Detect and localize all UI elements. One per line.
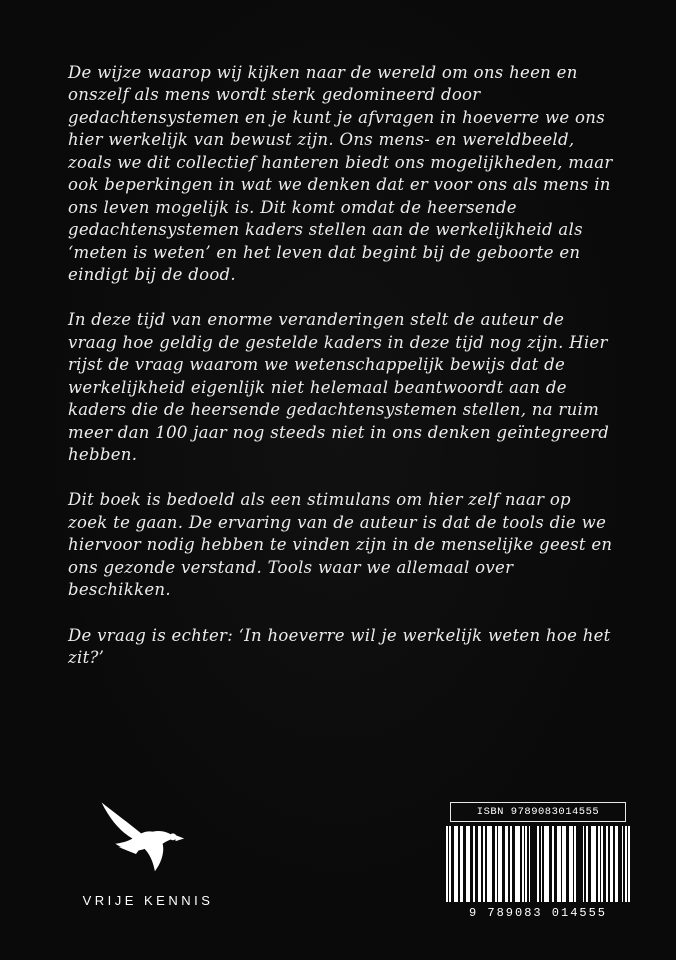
blurb-paragraph-4: De vraag is echter: ‘In hoeverre wil je werkelijk weten hoe het zit?’ xyxy=(68,625,611,668)
barcode-block xyxy=(450,802,626,920)
flying-bird-icon xyxy=(70,799,226,885)
isbn-label: ISBN 9789083014555 xyxy=(450,802,626,822)
blurb-paragraph-2: In deze tijd van enorme veranderingen stelt de auteur de vraag hoe geldig de gestelde kaders in deze tijd nog zijn. Hier rijst de vraag waarom we wetenschappelijk bewijs dat de werkelijkheid eigenlijk niet helemaal beantwoordt aan de kaders die de heersende gedachtensystemen stellen, na ruim meer dan 100 jaar nog steeds niet in ons denken geïntegreerd hebben. xyxy=(68,310,610,464)
blurb-paragraph-3: Dit boek is bedoeld als een stimulans om hier zelf naar op zoek te gaan. De ervaring van de auteur is dat de tools die we hiervoor nodig hebben te vinden zijn in de menselijke geest en ons gezonde verstand. Tools waar we allemaal over beschikken. xyxy=(68,490,613,600)
barcode-number: 9 789083 014555 xyxy=(468,906,608,920)
blurb-paragraph-1: De wijze waarop wij kijken naar de wereld om ons heen en onszelf als mens wordt sterk gedomineerd door gedachtensystemen en je kunt je afvragen in hoeverre we ons hier werkelijk van bewust zijn. Ons mens- en wereldbeeld, zoals we dit collectief hanteren biedt ons mogelijkheden, maar ook beperkingen in wat we denken dat er voor ons als mens in ons leven mogelijk is. Dit komt omdat de heersende gedachtensystemen kaders stellen aan de werkelijkheid als ‘meten is weten’ en het leven dat begint bij de geboorte en eindigt bij de dood. xyxy=(68,63,613,284)
publisher-logo-block xyxy=(70,799,226,908)
publisher-name: VRIJE KENNIS xyxy=(82,893,214,908)
blurb-text-block xyxy=(68,62,614,693)
barcode-bars xyxy=(450,826,626,902)
